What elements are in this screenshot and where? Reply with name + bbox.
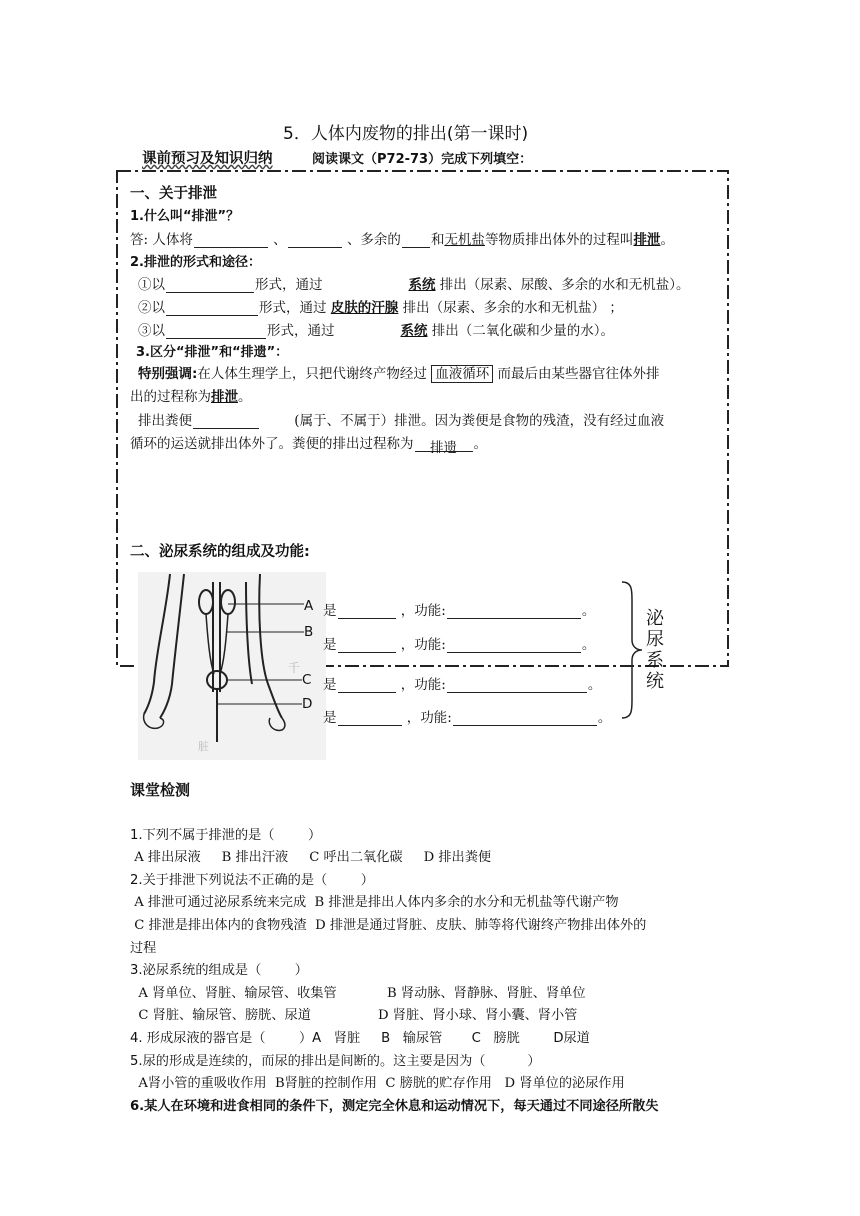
label-b: B: [304, 624, 314, 640]
quiz-line: 2.关于排泄下列说法不正确的是（ ）: [130, 872, 374, 888]
question-1: 1.什么叫“排泄”？: [130, 209, 240, 224]
brace-label: 泌 尿 系 统: [646, 608, 664, 692]
page-title: 5．人体内废物的排出(第一课时): [283, 124, 529, 144]
quiz-line: 3.泌尿系统的组成是（ ）: [130, 963, 308, 979]
feces-line-1: 排出粪便 (属于、不属于）排泄。因为粪便是食物的残渣，没有经过血液: [138, 413, 665, 429]
route-1: ①以 形式，通过 系统 排出（尿素、尿酸、多余的水和无机盐）。: [138, 277, 690, 293]
quiz-questions: [130, 802, 659, 1141]
quiz-line: A 肾单位、肾脏、输尿管、收集管 B 肾动脉、肾静脉、肾脏、肾单位: [130, 985, 586, 1001]
question-2: 2.排泄的形式和途径：: [130, 255, 261, 270]
label-d: D: [302, 696, 313, 712]
emphasis-line-1: 特别强调:在人体生理学上，只把代谢终产物经过 血液循环 而最后由某些器官往体外排: [138, 366, 660, 382]
boxed-term: 血液循环: [431, 365, 493, 383]
quiz-line: 过程: [130, 940, 157, 956]
emphasis-line-2: 出的过程称为排泄。: [130, 389, 252, 405]
quiz-line: 1.下列不属于排泄的是（ ）: [130, 827, 322, 843]
organ-row-a: 是 ，功能: 。: [323, 603, 596, 619]
answer-1-line: 答: 人体将 、 、多余的 和无机盐等物质排出体外的过程叫排泄。: [130, 232, 674, 248]
route-3: ③以 形式，通过 系统 排出（二氧化碳和少量的水）。: [138, 323, 615, 339]
svg-text:千: 千: [288, 661, 301, 675]
blank-field: [402, 234, 430, 248]
organ-row-d: 是 ，功能: 。: [323, 710, 612, 726]
quiz-line: A 排泄可通过泌尿系统来完成 B 排泄是排出人体内多余的水分和无机盐等代谢产物: [130, 895, 619, 911]
label-a: A: [304, 598, 314, 614]
urinary-system-diagram: [138, 572, 326, 760]
organ-row-b: 是 ，功能: 。: [323, 637, 596, 653]
route-2: ②以 形式，通过 皮肤的汗腺 排出（尿素、多余的水和无机盐） ；: [138, 300, 623, 316]
quiz-line: C 肾脏、输尿管、膀胱、尿道 D 肾脏、肾小球、肾小囊、肾小管: [130, 1008, 578, 1024]
quiz-line: 6.某人在环境和进食相同的条件下，测定完全休息和运动情况下，每天通过不同途径所散失: [130, 1098, 659, 1114]
label-c: C: [302, 672, 312, 688]
organ-row-c: 是 ，功能: 。: [323, 677, 602, 693]
quiz-heading: 课堂检测: [130, 781, 191, 799]
blank-field: [288, 234, 342, 248]
quiz-line: 4. 形成尿液的器官是（ ）A 肾脏 B 输尿管 C 膀胱 D尿道: [130, 1030, 590, 1046]
quiz-line: A 排出尿液 B 排出汗液 C 呼出二氧化碳 D 排出粪便: [130, 850, 492, 866]
quiz-line: 5.尿的形成是连续的，而尿的排出是间断的。这主要是因为（ ）: [130, 1053, 541, 1069]
quiz-line: A肾小管的重吸收作用 B肾脏的控制作用 C 膀胱的贮存作用 D 肾单位的泌尿作用: [130, 1076, 625, 1092]
svg-text:脏: 脏: [198, 740, 209, 753]
blank-field: [194, 234, 268, 248]
preview-label: 课前预习及知识归纳: [142, 151, 273, 167]
right-brace: [618, 580, 644, 720]
preview-instruction: 阅读课文（P72-73）完成下列填空：: [312, 152, 533, 167]
question-3: 3.区分“排泄”和“排遗”：: [136, 345, 289, 360]
feces-line-2: 循环的运送就排出体外了。粪便的排出过程称为 排遗 。: [130, 436, 487, 456]
section2-heading: 二、泌尿系统的组成及功能:: [130, 544, 310, 560]
quiz-line: C 排泄是排出体内的食物残渣 D 排泄是通过肾脏、皮肤、肺等将代谢终产物排出体外的: [130, 917, 647, 933]
section1-heading: 一、关于排泄: [130, 186, 217, 202]
